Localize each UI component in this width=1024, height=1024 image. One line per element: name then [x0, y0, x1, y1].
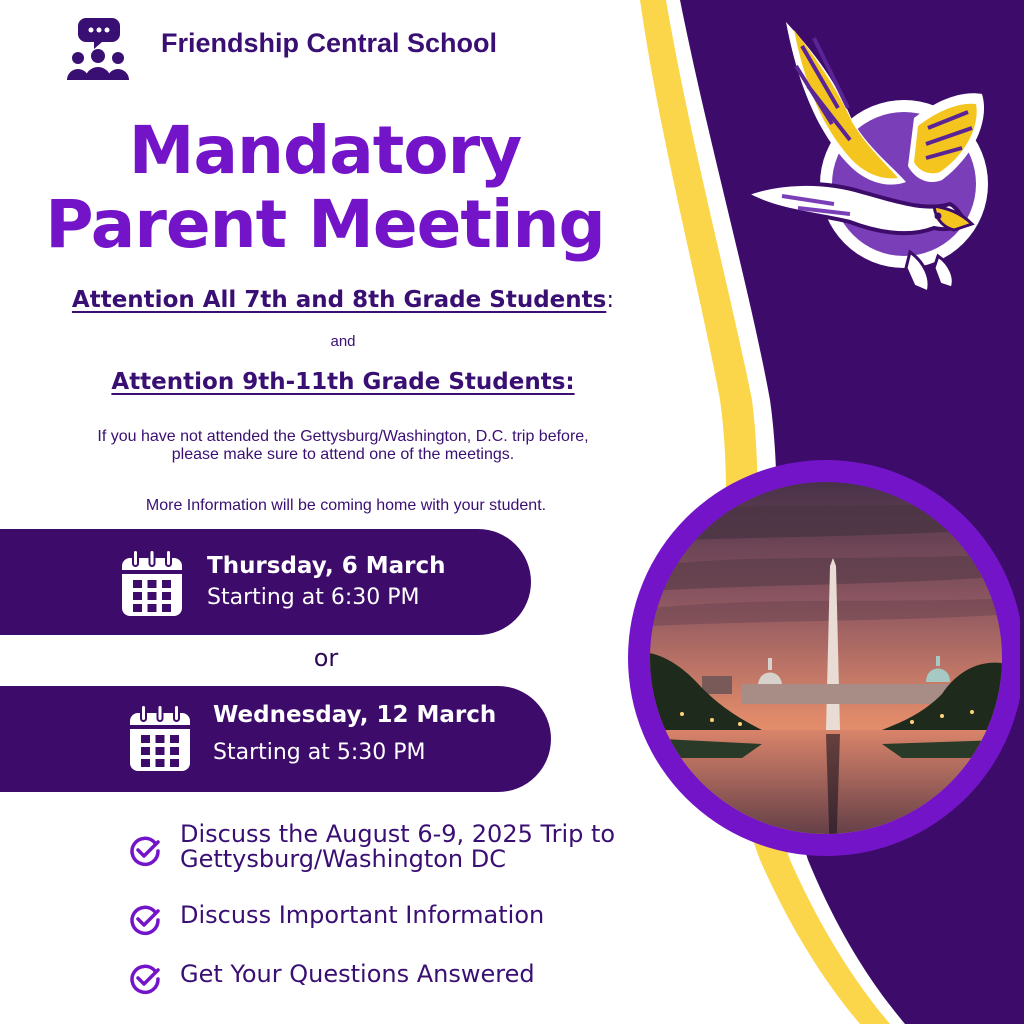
- agenda-item-text: Discuss Important Information: [180, 901, 545, 929]
- attention-heading-1-colon: :: [606, 287, 615, 313]
- meeting-1-time: Starting at 6:30 PM: [207, 585, 420, 610]
- meeting-banner-2: [0, 686, 551, 792]
- meeting-2-day: Wednesday, 12 March: [213, 702, 497, 728]
- attention-heading-2: [0, 369, 686, 395]
- attention-heading-1-text: Attention All 7th and 8th Grade Students: [71, 287, 607, 313]
- people-chat-icon: [64, 14, 132, 82]
- eagle-mascot-logo: [738, 16, 1000, 298]
- notice-line-2: please make sure to attend one of the meetings.: [171, 446, 515, 463]
- agenda-item-text: Discuss the August 6-9, 2025 Trip to Gettysburg/Washington DC: [180, 820, 616, 873]
- meeting-2-time: Starting at 5:30 PM: [213, 740, 426, 765]
- check-circle-icon: [128, 834, 162, 868]
- check-circle-icon: [128, 903, 162, 937]
- washington-monument-reflecting-pool-photo: [612, 458, 1020, 858]
- meeting-banner-1: [0, 529, 531, 635]
- notice-line-1: If you have not attended the Gettysburg/Washington, D.C. trip before,: [97, 428, 589, 445]
- calendar-icon: [120, 548, 184, 618]
- connector-and: and: [330, 333, 356, 350]
- agenda-item-text: Get Your Questions Answered: [180, 960, 535, 988]
- attention-heading-2-text: Attention 9th-11th Grade Students:: [111, 369, 575, 395]
- check-circle-icon: [128, 962, 162, 996]
- page-title-line-2: Parent Meeting: [45, 186, 605, 263]
- more-info-text: More Information will be coming home with your student.: [145, 497, 547, 514]
- attention-heading-1: [0, 287, 686, 313]
- notice-text: [0, 428, 686, 464]
- school-name: Friendship Central School: [161, 28, 498, 58]
- or-separator: or: [313, 644, 339, 672]
- meeting-1-day: Thursday, 6 March: [207, 553, 446, 579]
- page-title-line-1: Mandatory: [128, 112, 522, 189]
- calendar-icon: [128, 703, 192, 773]
